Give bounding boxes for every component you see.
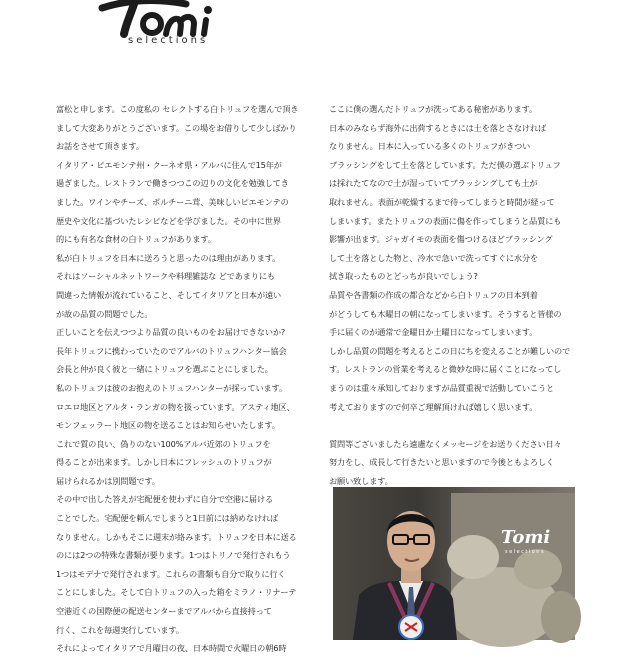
truffle-shape — [541, 591, 581, 643]
text-line: 会長と仲が良く彼と一緒にトリュフを選ぶことにしました。 — [56, 364, 273, 375]
text-line: ことでした。宅配便を頼んでしまうと1日前には納めなければ — [56, 513, 279, 524]
text-line: ここに僕の選んだトリュフが洗ってある秘密があります。 — [329, 104, 538, 114]
text-line: 得ることが出来ます。しかし日本にフレッシュのトリュフが — [56, 457, 272, 468]
text-line: しかし品質の問題を考えるとこの日にちを変えることが難しいので — [329, 345, 571, 356]
text-line: 努力をし、成長して行きたいと思いますので今後ともよろしく — [329, 457, 555, 468]
text-line: お願い致します。 — [329, 475, 393, 486]
truffle-shape — [514, 549, 562, 589]
left-text-column — [56, 100, 299, 658]
text-line: ロエロ地区とアルタ・ランガの物を扱っています。アスティ地区、 — [56, 401, 295, 412]
text-line: モンフェッラート地区の物を送ることはお知らせいたします。 — [56, 420, 280, 431]
truffle-shape — [447, 535, 499, 579]
text-line: その中で出した答えが宅配便を使わずに自分で空港に届ける — [56, 494, 274, 505]
text-line: 1つはモデナで発行されます。これらの書類も自分で取りに行く — [56, 568, 286, 579]
text-line: なりません。日本に入っている多くのトリュフがきつい — [329, 141, 531, 152]
text-line: 日本のみならず海外に出荷するときには土を落とさなければ — [329, 122, 547, 133]
brand-subtitle: selections — [128, 35, 209, 46]
text-line: のには2つの特殊な書類が要ります。1つはトリノで発行されもう — [56, 550, 291, 561]
text-line: それはソーシャルネットワークや料理雑誌な どであまりにも — [56, 271, 275, 282]
text-line: ブラッシングをして土を落としています。ただ僕の選ぶトリュフ — [329, 159, 561, 170]
author-photo-illustration — [333, 487, 575, 640]
text-line: 過ぎました。レストランで働きつつこの辺りの文化を勉強してき — [56, 178, 289, 189]
text-line: 正しいことを伝えつつより品質の良いものをお届けできないか? — [56, 327, 286, 338]
text-line: ました。ワインやチーズ、ポルチーニ茸、美味しいピエモンテの — [56, 196, 289, 207]
text-line: 影響が出ます。ジャガイモの表面を傷つけるほどブラッシング — [329, 234, 553, 245]
text-line: 取れません。表面が乾燥するまで待ってしまうと時間が経って — [329, 196, 555, 207]
text-line: して土を落とした物と、冷水で急いで洗ってすぐに水分を — [329, 252, 538, 263]
text-line: 間違った情報が流れていること、そしてイタリアと日本が遠い — [56, 289, 282, 300]
text-line: が故の品質の問題でした。 — [56, 308, 153, 319]
poster-sub: selections — [505, 549, 546, 555]
text-line: 拭き取ったものとどっちが良いでしょう? — [329, 271, 478, 282]
text-line: 行く、これを毎週実行しています。 — [56, 624, 184, 635]
text-line: これで質の良い、偽りのない100%アルバ近郊のトリュフを — [56, 438, 271, 449]
text-line: 手に届くのが通常で金曜日か土曜日になってしまいます。 — [329, 327, 538, 338]
text-line: しまいます。またトリュフの表面に傷を作ってしまうと品質にも — [329, 215, 562, 226]
text-line: 私のトリュフは彼のお抱えのトリュフハンターが採っています。 — [56, 382, 287, 393]
text-line: 歴史や文化に基づいたレシピなどを学びました。その中に世界 — [56, 215, 281, 226]
text-line: 考えておりますので何卒ご理解頂ければ嬉しく思います。 — [329, 401, 538, 412]
text-line: 富松と申します。この度私の セレクトする白トリュフを選んで頂き — [56, 104, 299, 114]
text-line: 品質や各書類の作成の都合などから白トリュフの日本到着 — [329, 289, 538, 300]
text-line: それによってイタリアで月曜日の夜、日本時間で火曜日の朝6時 — [56, 643, 287, 654]
text-line: イタリア・ピエモンテ州・クーネオ県・アルバに住んで15年が — [56, 159, 282, 170]
text-line: 届けられるかは別問題です。 — [56, 475, 160, 486]
text-line: 的にも有名な食材の白トリュフがあります。 — [56, 234, 216, 245]
text-line: ことにしました。そして白トリュフの入った箱をミラノ・リナーテ — [56, 587, 297, 598]
text-line: 私が白トリュフを日本に送ろうと思ったのは理由があります。 — [56, 252, 281, 263]
text-line: は採れたてなので土が湿っていてブラッシングしても土が — [329, 178, 538, 189]
text-line: がどうしても木曜日の朝になってしまいます。そうすると皆様の — [329, 308, 562, 319]
text-line: なりません。しかもそこに週末が絡みます。トリュフを日本に送る — [56, 531, 297, 542]
text-line: まして大変ありがとうございます。この場をお借りして少しばかり — [56, 122, 297, 133]
text-line: 質問等ございましたら遠慮なくメッセージをお送りください日々 — [329, 438, 562, 449]
text-line: 空港近くの国際便の配送センターまでアルバから直接持って — [56, 606, 272, 617]
text-line: お話をさせて頂きます。 — [56, 141, 144, 152]
text-line: まうのは重々承知しておりますが品質重視で活動していこうと — [329, 382, 555, 393]
text-line: 長年トリュフに携わっていたのでアルバのトリュフハンター協会 — [56, 345, 287, 356]
right-text-column — [329, 100, 571, 490]
blank-line — [329, 416, 565, 435]
poster-logo: Tomi — [501, 527, 551, 548]
text-line: す。レストランの営業を考えると微妙な時に届くことになってし — [329, 364, 562, 375]
author-photo — [333, 487, 575, 640]
